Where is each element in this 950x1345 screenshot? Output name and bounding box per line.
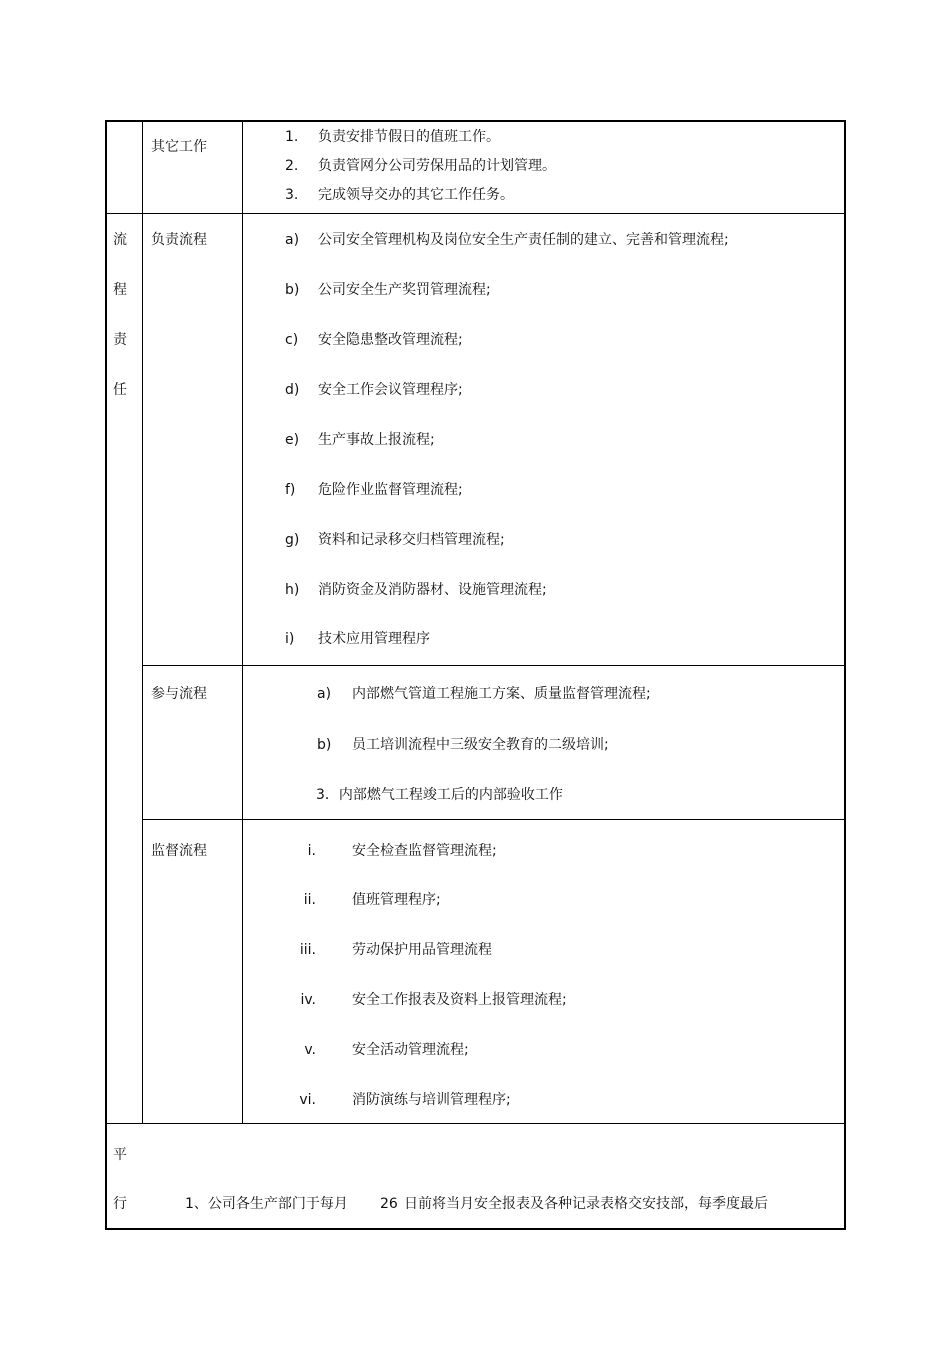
list-number: c)	[285, 332, 299, 348]
list-item: 消防演练与培训管理程序;	[352, 1092, 511, 1108]
row-divider	[142, 819, 846, 820]
list-item: 安全工作会议管理程序;	[318, 382, 463, 398]
list-number: 3.	[285, 187, 299, 203]
list-number: a)	[317, 686, 332, 702]
side-label-char: 责	[113, 332, 127, 348]
paragraph-number: 26	[380, 1196, 398, 1212]
side-label-char: 流	[113, 232, 127, 248]
list-number: iii.	[299, 942, 316, 958]
side-label-char: 程	[113, 282, 127, 298]
responsible-label: 负责流程	[151, 232, 207, 248]
list-number: d)	[285, 382, 300, 398]
row-divider	[105, 1123, 846, 1124]
list-number: i.	[307, 843, 316, 859]
list-item: 资料和记录移交归档管理流程;	[318, 532, 505, 548]
list-item: 生产事故上报流程;	[318, 432, 435, 448]
list-item: 危险作业监督管理流程;	[318, 482, 463, 498]
paragraph-start: 1、公司各生产部门于每月	[185, 1196, 348, 1212]
column-divider-left	[142, 120, 143, 1124]
list-item: 值班管理程序;	[352, 892, 441, 908]
list-number: 1.	[285, 129, 299, 145]
list-number: 2.	[285, 158, 299, 174]
side-label-char: 行	[113, 1196, 127, 1212]
list-item: 负责安排节假日的值班工作。	[318, 129, 500, 145]
list-item: 安全活动管理流程;	[352, 1042, 469, 1058]
list-item: 公司安全管理机构及岗位安全生产责任制的建立、完善和管理流程;	[318, 232, 729, 248]
list-item: 安全工作报表及资料上报管理流程;	[352, 992, 567, 1008]
list-item: 内部燃气管道工程施工方案、质量监督管理流程;	[352, 686, 651, 702]
list-item: 安全检查监督管理流程;	[352, 843, 497, 859]
participate-label: 参与流程	[151, 686, 207, 702]
other-work-label: 其它工作	[151, 139, 207, 155]
list-item: 劳动保护用品管理流程	[352, 942, 492, 958]
side-label-char: 任	[113, 382, 127, 398]
list-number: f)	[285, 482, 296, 498]
row-divider	[105, 213, 846, 214]
list-number: vi.	[299, 1092, 316, 1108]
paragraph-end: 日前将当月安全报表及各种记录表格交安技部，每季度最后	[404, 1196, 768, 1212]
list-number: e)	[285, 432, 300, 448]
column-divider-right	[242, 120, 243, 1124]
list-number: a)	[285, 232, 300, 248]
supervise-label: 监督流程	[151, 843, 207, 859]
list-item: 员工培训流程中三级安全教育的二级培训;	[352, 737, 609, 753]
list-item: 消防资金及消防器材、设施管理流程;	[318, 582, 547, 598]
list-item: 负责管网分公司劳保用品的计划管理。	[318, 158, 556, 174]
list-item: 公司安全生产奖罚管理流程;	[318, 282, 491, 298]
side-label-char: 平	[113, 1147, 127, 1163]
list-number: v.	[304, 1042, 316, 1058]
list-number: iv.	[300, 992, 316, 1008]
list-item: 完成领导交办的其它工作任务。	[318, 187, 514, 203]
list-number: h)	[285, 582, 300, 598]
row-divider	[142, 665, 846, 666]
list-item: 3．内部燃气工程竣工后的内部验收工作	[316, 787, 563, 803]
list-number: g)	[285, 532, 300, 548]
list-number: ii.	[303, 892, 316, 908]
list-item: 技术应用管理程序	[318, 631, 430, 647]
list-number: b)	[285, 282, 300, 298]
list-item: 安全隐患整改管理流程;	[318, 332, 463, 348]
list-number: i)	[285, 631, 295, 647]
list-number: b)	[317, 737, 332, 753]
